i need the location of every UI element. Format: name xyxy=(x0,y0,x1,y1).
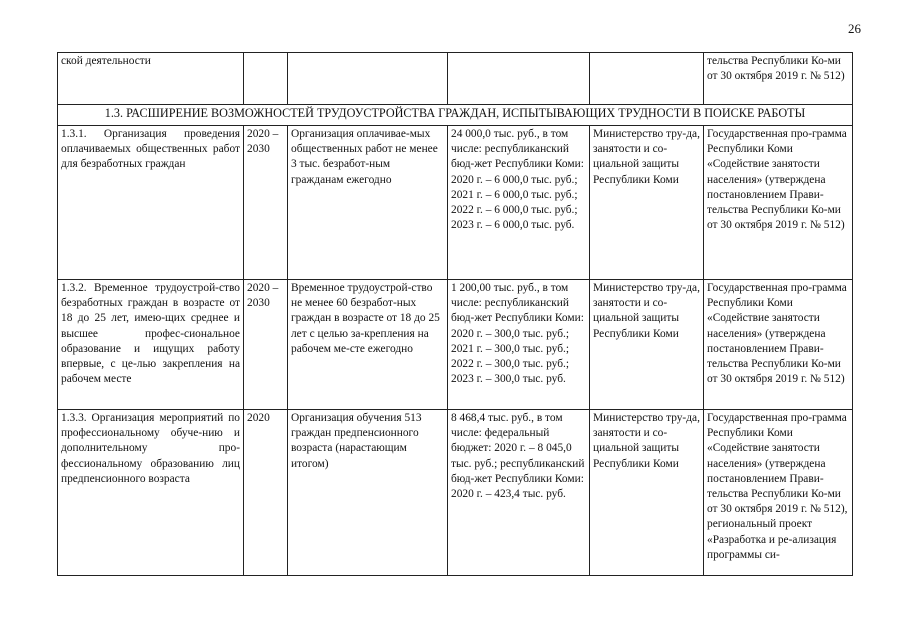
finance-cell: 24 000,0 тыс. руб., в том числе: республиканский бюд-жет Республики Коми: 2020 г. – 6 000,0 тыс. руб.; 2021 г. – 6 000,0 тыс. руб.; 2022 г. – 6 000,0 тыс. руб.; 2023 г. – 6 000,0 тыс. руб. xyxy=(448,126,590,280)
table-row xyxy=(58,280,853,410)
table-row xyxy=(58,126,853,280)
period-cell: 2020 – 2030 xyxy=(244,126,288,280)
table-row xyxy=(58,410,853,576)
indicator-cell: Организация обучения 513 граждан предпенсионного возраста (нарастающим итогом) xyxy=(288,410,448,576)
finance-cell: 8 468,4 тыс. руб., в том числе: федеральный бюджет: 2020 г. – 8 045,0 тыс. руб.; республиканский бюд-жет Республики Коми: 2020 г. – 423,4 тыс. руб. xyxy=(448,410,590,576)
indicator-cell: Организация оплачивае-мых общественных работ не менее 3 тыс. безработ-ным гражданам ежегодно xyxy=(288,126,448,280)
executor-cell: Министерство тру-да, занятости и со-циальной защиты Республики Коми xyxy=(590,280,704,410)
section-row xyxy=(58,105,853,126)
measure-name-cell: 1.3.2. Временное трудоустрой-ство безработных граждан в возрасте от 18 до 25 лет, имею-щих среднее и высшее профес-сиональное образование и ищущих работу впервые, с це-лью закрепления на рабочем месте xyxy=(58,280,244,410)
finance-cell xyxy=(448,53,590,105)
period-cell: 2020 – 2030 xyxy=(244,280,288,410)
executor-cell: Министерство тру-да, занятости и со-циальной защиты Республики Коми xyxy=(590,410,704,576)
page-number: 26 xyxy=(848,21,861,36)
program-cell: Государственная про-грамма Республики Коми «Содействие занятости населения» (утверждена постановлением Прави-тельства Республики Ко-ми от 30 октября 2019 г. № 512), региональный проект «Разработка и ре-ализация программы си- xyxy=(704,410,853,576)
finance-cell: 1 200,00 тыс. руб., в том числе: республиканский бюд-жет Республики Коми: 2020 г. – 300,0 тыс. руб.; 2021 г. – 300,0 тыс. руб.; 2022 г. – 300,0 тыс. руб.; 2023 г. – 300,0 тыс. руб. xyxy=(448,280,590,410)
measure-name-cell: 1.3.3. Организация мероприятий по профессиональному обуче-нию и дополнительному про-фессиональному образованию лиц предпенсионного возраста xyxy=(58,410,244,576)
measure-name-cell: ской деятельности xyxy=(58,53,244,105)
indicator-cell: Временное трудоустрой-ство не менее 60 безработ-ных граждан в возрасте от 18 до 25 лет с целью за-крепления на рабочем ме-сте ежегодно xyxy=(288,280,448,410)
executor-cell: Министерство тру-да, занятости и со-циальной защиты Республики Коми xyxy=(590,126,704,280)
period-cell xyxy=(244,53,288,105)
period-cell: 2020 xyxy=(244,410,288,576)
program-cell: тельства Республики Ко-ми от 30 октября 2019 г. № 512) xyxy=(704,53,853,105)
program-cell: Государственная про-грамма Республики Коми «Содействие занятости населения» (утверждена постановлением Прави-тельства Республики Ко-ми от 30 октября 2019 г. № 512) xyxy=(704,280,853,410)
executor-cell xyxy=(590,53,704,105)
measure-name-cell: 1.3.1. Организация проведения оплачиваемых общественных работ для безработных граждан xyxy=(58,126,244,280)
indicator-cell xyxy=(288,53,448,105)
section-title: 1.3. РАСШИРЕНИЕ ВОЗМОЖНОСТЕЙ ТРУДОУСТРОЙСТВА ГРАЖДАН, ИСПЫТЫВАЮЩИХ ТРУДНОСТИ В ПОИСКЕ РАБОТЫ xyxy=(58,105,853,126)
program-cell: Государственная про-грамма Республики Коми «Содействие занятости населения» (утверждена постановлением Прави-тельства Республики Ко-ми от 30 октября 2019 г. № 512) xyxy=(704,126,853,280)
measures-table xyxy=(57,52,853,576)
table-row-continued xyxy=(58,53,853,105)
